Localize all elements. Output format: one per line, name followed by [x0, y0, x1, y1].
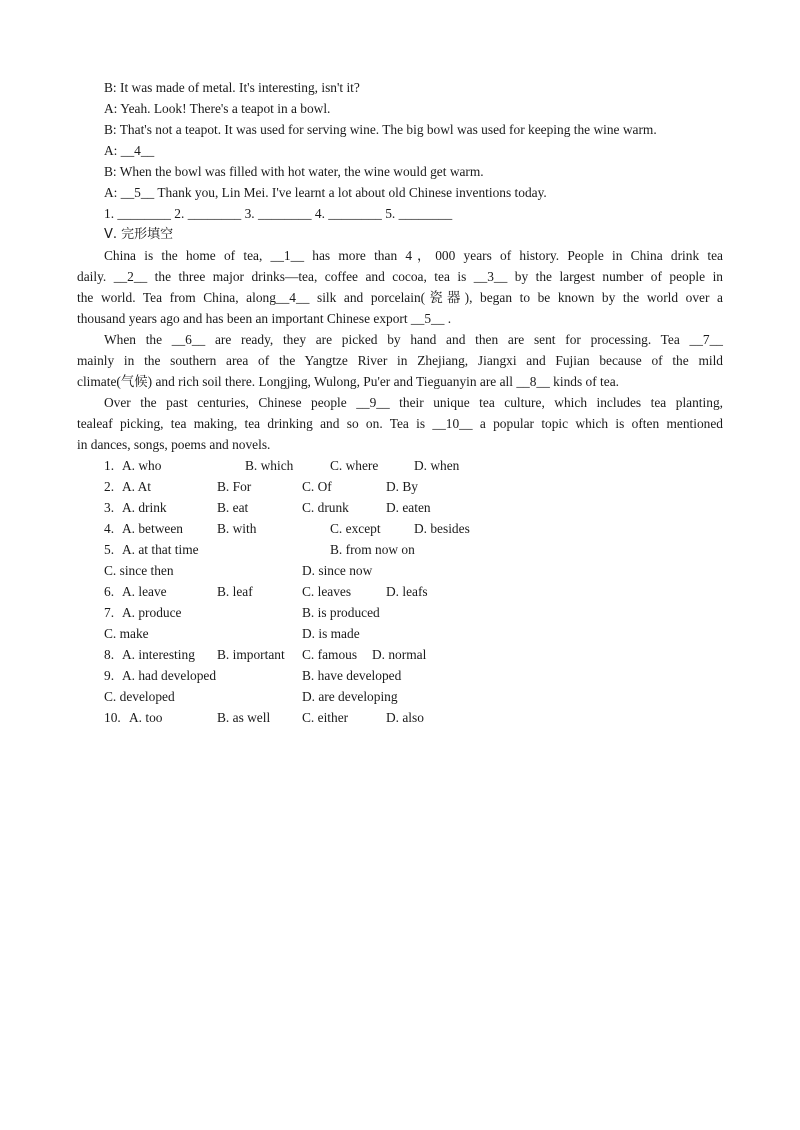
passage-line: China is the home of tea, __1__ has more than 4，000 years of history. People in China drink tea	[104, 248, 723, 263]
dialogue-line: B: It was made of metal. It's interesting, isn't it?	[104, 80, 360, 95]
option-d: D. besides	[414, 521, 470, 536]
question-number: 7.	[104, 605, 115, 620]
option-b: B. eat	[217, 500, 249, 515]
option-b: B. important	[217, 647, 285, 662]
answer-blanks: 1. ________ 2. ________ 3. ________ 4. ________ 5. ________	[104, 206, 453, 221]
option-d: D. are developing	[302, 689, 398, 704]
option-c: C. where	[330, 458, 379, 473]
option-b: B. For	[217, 479, 252, 494]
option-c: C. make	[104, 626, 149, 641]
option-a: A. between	[122, 521, 183, 536]
passage-line: mainly in the southern area of the Yangtze River in Zhejiang, Jiangxi and Fujian because of the mild	[77, 353, 723, 368]
option-d: D. By	[386, 479, 418, 494]
passage-line: daily. __2__ the three major drinks—tea, coffee and cocoa, tea is __3__ by the largest number of people in	[77, 269, 723, 284]
option-a: A. produce	[122, 605, 182, 620]
option-b: B. as well	[217, 710, 271, 725]
option-c: C. Of	[302, 479, 332, 494]
dialogue-text: Thank you, Lin Mei. I've learnt a lot about old Chinese inventions today.	[154, 185, 547, 200]
blank-5: __5__	[120, 185, 155, 200]
option-d: D. normal	[372, 647, 427, 662]
blank-4: __4__	[120, 143, 155, 158]
question-number: 1.	[104, 458, 115, 473]
option-b: B. is produced	[302, 605, 380, 620]
passage-line: When the __6__ are ready, they are picked by hand and then are sent for processing. Tea __7__	[104, 332, 723, 347]
dialogue-line	[104, 185, 547, 201]
option-d: D. also	[386, 710, 424, 725]
dialogue-line: B: That's not a teapot. It was used for serving wine. The big bowl was used for keeping the wine warm.	[104, 122, 657, 137]
option-a: A. leave	[122, 584, 167, 599]
option-a: A. too	[129, 710, 163, 725]
question-number: 6.	[104, 584, 115, 599]
option-a: A. who	[122, 458, 162, 473]
option-c: C. famous	[302, 647, 358, 662]
option-d: D. eaten	[386, 500, 431, 515]
passage-line: Over the past centuries, Chinese people __9__ their unique tea culture, which includes tea planting,	[104, 395, 723, 410]
question-number: 2.	[104, 479, 115, 494]
option-b: B. with	[217, 521, 257, 536]
question-number: 10.	[104, 710, 121, 725]
option-c: C. drunk	[302, 500, 349, 515]
speaker-label: A:	[104, 143, 121, 158]
passage-line: tealeaf picking, tea making, tea drinking and so on. Tea is __10__ a popular topic which is often mentioned	[77, 416, 723, 431]
option-b: B. which	[245, 458, 294, 473]
option-d: D. since now	[302, 563, 373, 578]
option-c: C. either	[302, 710, 349, 725]
passage-line: thousand years ago and has been an important Chinese export __5__ .	[77, 311, 452, 326]
passage-line: climate(气候) and rich soil there. Longjing, Wulong, Pu'er and Tieguanyin are all __8__ kinds of tea.	[77, 374, 619, 389]
passage-line: the world. Tea from China, along__4__ silk and porcelain(瓷器), began to be known by the world over a	[77, 290, 723, 305]
option-a: A. had developed	[122, 668, 217, 683]
option-d: D. when	[414, 458, 460, 473]
question-number: 4.	[104, 521, 115, 536]
passage-line: in dances, songs, poems and novels.	[77, 437, 271, 452]
option-a: A. at that time	[122, 542, 199, 557]
option-d: D. is made	[302, 626, 360, 641]
option-b: B. leaf	[217, 584, 253, 599]
option-a: A. interesting	[122, 647, 195, 662]
question-number: 5.	[104, 542, 115, 557]
dialogue-line: A: Yeah. Look! There's a teapot in a bowl.	[104, 101, 331, 116]
option-c: C. except	[330, 521, 381, 536]
option-c: C. developed	[104, 689, 175, 704]
question-number: 3.	[104, 500, 115, 515]
option-a: A. drink	[122, 500, 167, 515]
dialogue-line	[104, 143, 154, 159]
question-number: 9.	[104, 668, 115, 683]
question-number: 8.	[104, 647, 115, 662]
option-a: A. At	[122, 479, 152, 494]
section-title: Ⅴ. 完形填空	[104, 227, 174, 242]
option-b: B. from now on	[330, 542, 415, 557]
dialogue-line: B: When the bowl was filled with hot water, the wine would get warm.	[104, 164, 484, 179]
option-d: D. leafs	[386, 584, 428, 599]
option-c: C. since then	[104, 563, 174, 578]
option-b: B. have developed	[302, 668, 402, 683]
option-c: C. leaves	[302, 584, 352, 599]
speaker-label: A:	[104, 185, 121, 200]
